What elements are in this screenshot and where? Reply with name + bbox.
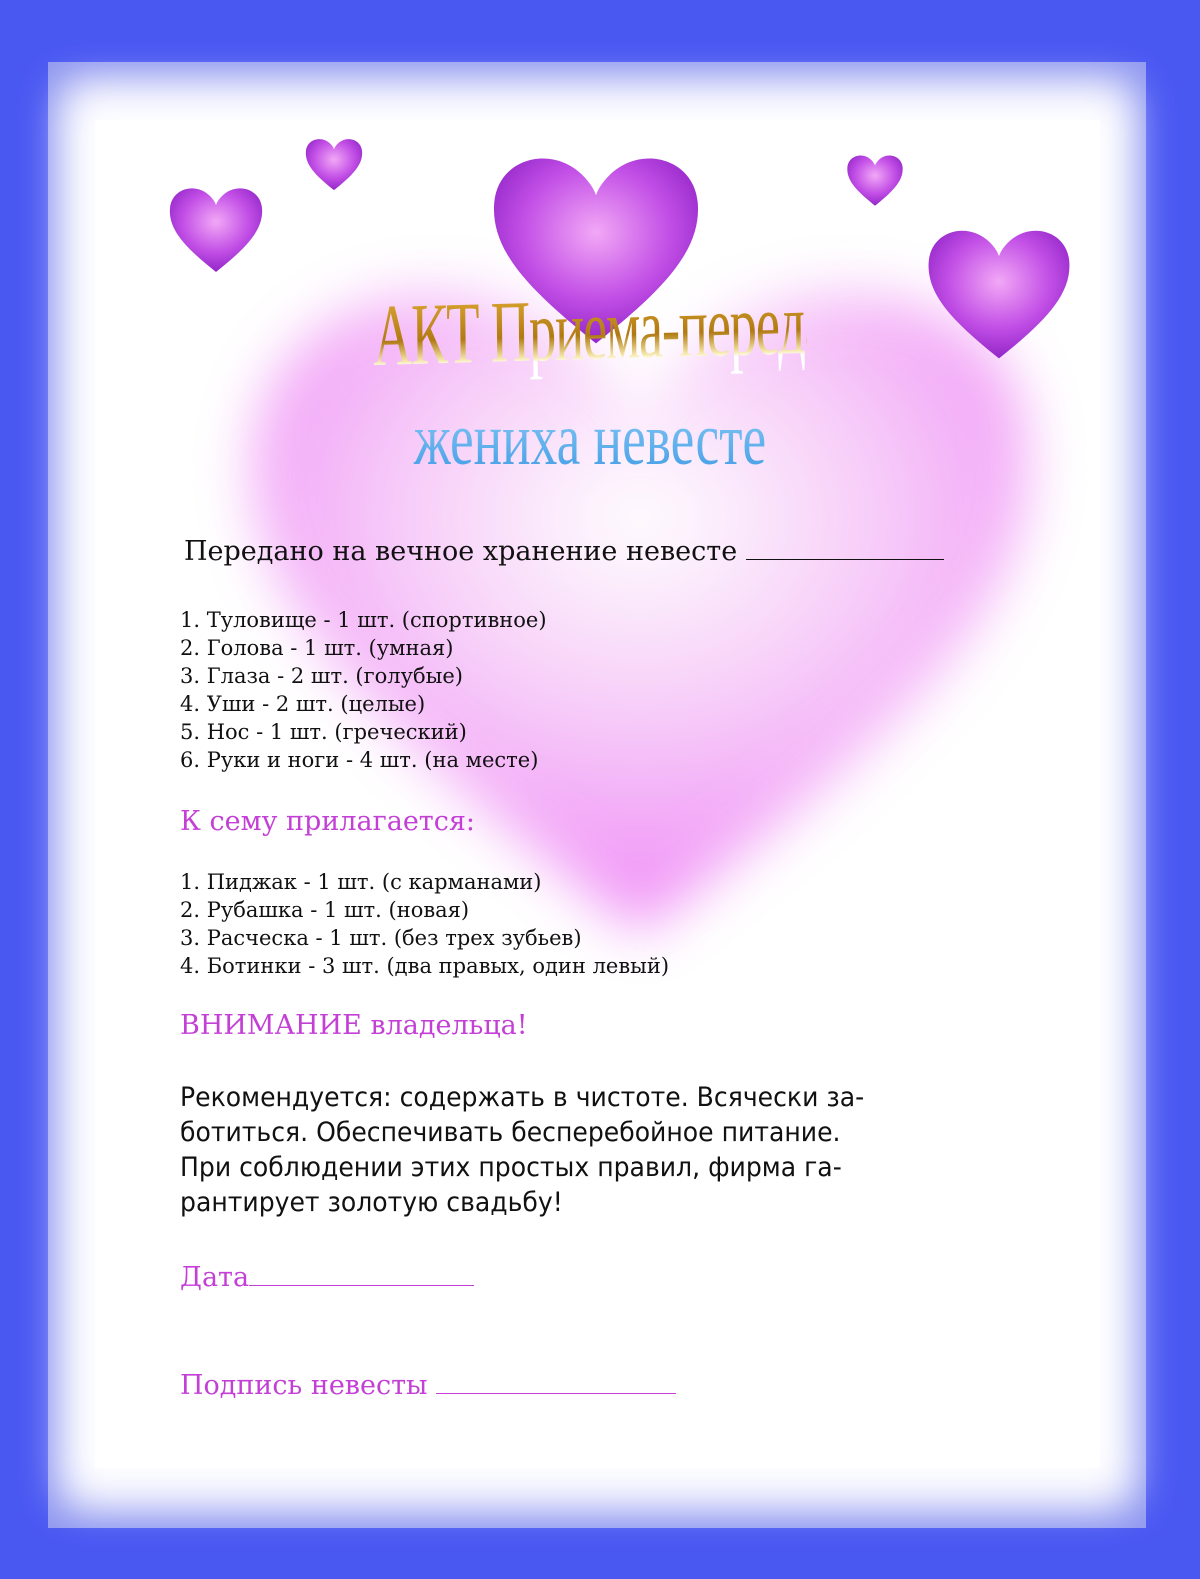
- signature-label: Подпись невесты: [180, 1370, 428, 1401]
- attached-list: [180, 868, 669, 980]
- heart-icon: [162, 180, 270, 275]
- heart-icon: [845, 150, 905, 208]
- intro-text: Передано на вечное хранение невесте: [184, 536, 738, 567]
- list-item: 1. Пиджак - 1 шт. (с карманами): [180, 870, 542, 894]
- list-item: 1. Туловище - 1 шт. (спортивное): [180, 608, 547, 632]
- paragraph-line: ботиться. Обеспечивать бесперебойное питание.: [180, 1117, 841, 1148]
- list-item: 3. Расческа - 1 шт. (без трех зубьев): [180, 926, 582, 950]
- heart-icon: [915, 218, 1083, 363]
- recommendation-paragraph: [180, 1080, 864, 1220]
- list-item: 5. Нос - 1 шт. (греческий): [180, 720, 467, 744]
- bride-name-field[interactable]: [746, 537, 944, 560]
- list-item: 4. Уши - 2 шт. (целые): [180, 692, 426, 716]
- signature-field[interactable]: [436, 1371, 676, 1394]
- list-item: 4. Ботинки - 3 шт. (два правых, один левый): [180, 954, 670, 978]
- title-line-2: жениха невесте: [381, 398, 799, 483]
- paragraph-line: рантирует золотую свадьбу!: [180, 1187, 563, 1218]
- paragraph-line: Рекомендуется: содержать в чистоте. Всячески за-: [180, 1082, 865, 1113]
- date-label: Дата: [180, 1262, 250, 1293]
- signature-line: [180, 1370, 676, 1401]
- heart-icon: [300, 134, 368, 192]
- paragraph-line: При соблюдении этих простых правил, фирма га-: [180, 1152, 842, 1183]
- intro-line: [184, 536, 944, 567]
- body-list: [180, 606, 547, 774]
- date-line: [180, 1262, 474, 1293]
- list-item: 2. Рубашка - 1 шт. (новая): [180, 898, 470, 922]
- list-item: 6. Руки и ноги - 4 шт. (на месте): [180, 748, 539, 772]
- warning-heading: ВНИМАНИЕ владельца!: [180, 1010, 528, 1041]
- title-line-1: АКТ Приема-передачи: [372, 273, 880, 386]
- date-field[interactable]: [249, 1263, 474, 1286]
- attached-heading: К сему прилагается:: [180, 806, 475, 837]
- list-item: 3. Глаза - 2 шт. (голубые): [180, 664, 463, 688]
- list-item: 2. Голова - 1 шт. (умная): [180, 636, 454, 660]
